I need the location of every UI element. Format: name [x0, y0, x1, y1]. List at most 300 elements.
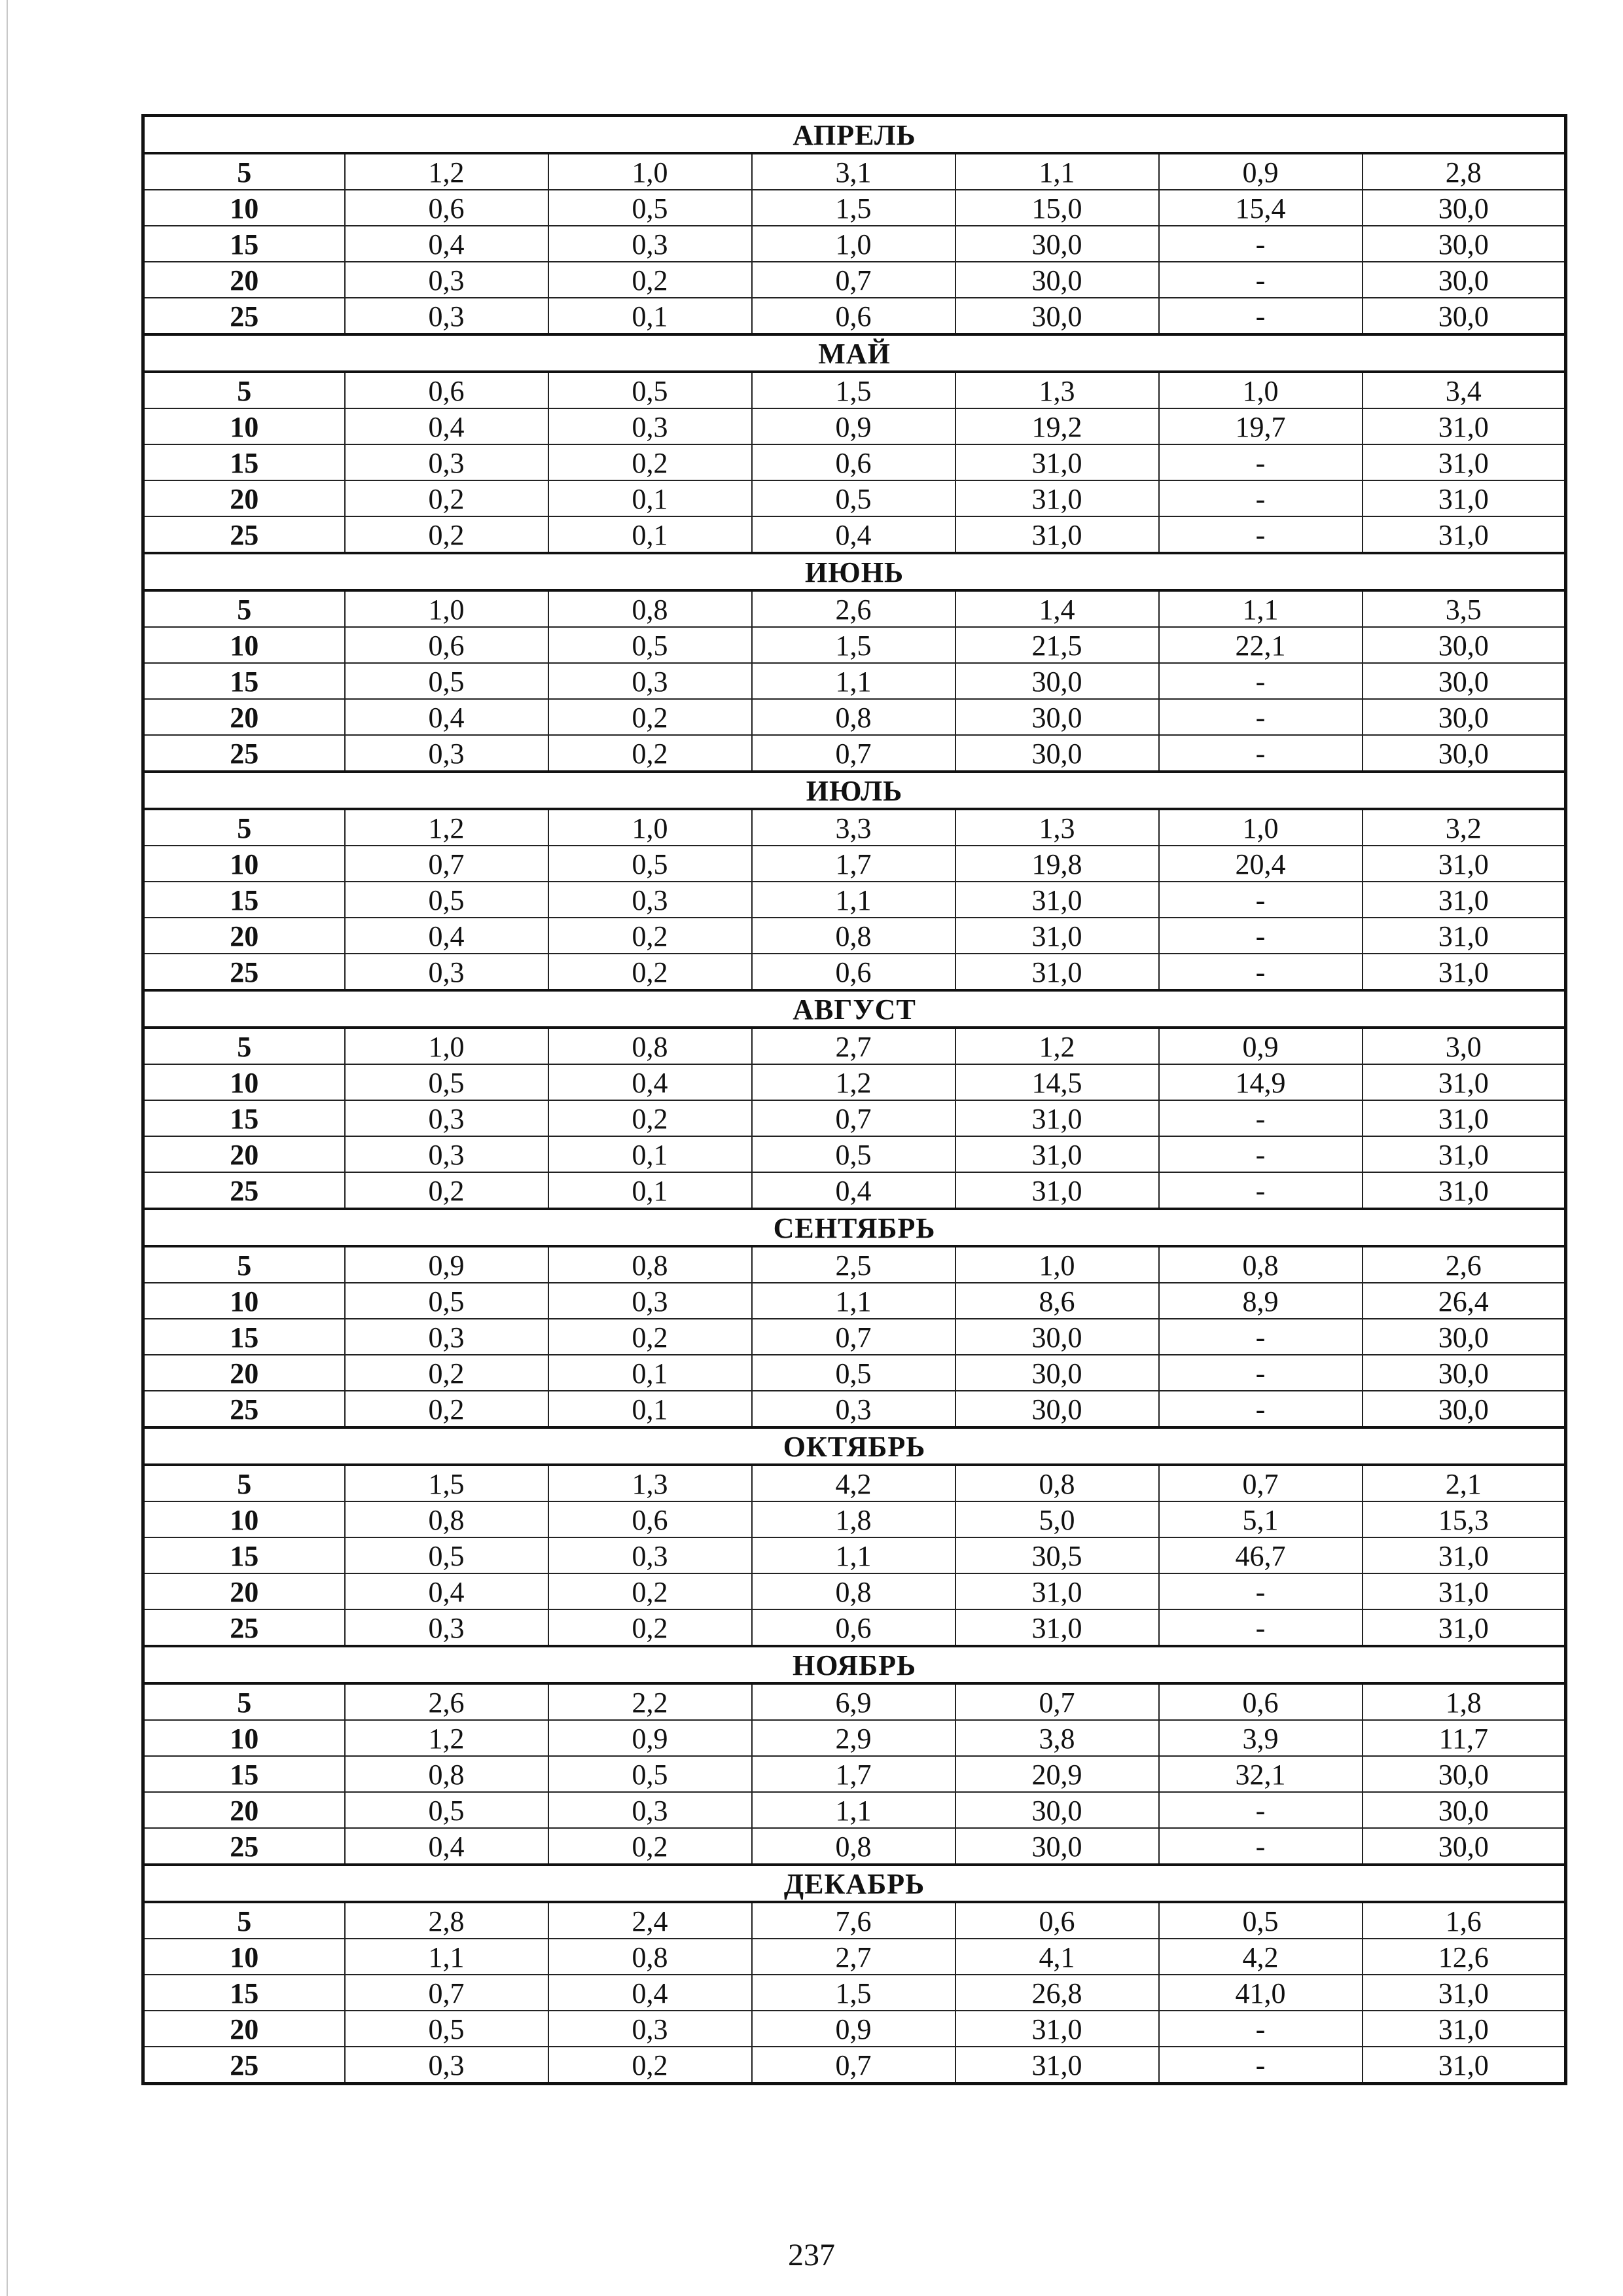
row-label-cell: 5 — [143, 153, 345, 190]
table-cell: 1,8 — [752, 1501, 955, 1537]
row-label-cell: 20 — [143, 2011, 345, 2047]
table-cell: 0,6 — [1159, 1683, 1363, 1720]
table-cell: - — [1159, 1100, 1363, 1136]
table-cell: 19,8 — [955, 846, 1159, 882]
table-cell: 0,7 — [955, 1683, 1159, 1720]
table-cell: 1,0 — [1159, 372, 1363, 408]
table-cell: 31,0 — [955, 1100, 1159, 1136]
table-cell: 0,8 — [1159, 1246, 1363, 1283]
table-cell: 30,0 — [1363, 627, 1566, 663]
table-cell: 15,3 — [1363, 1501, 1566, 1537]
table-cell: 2,1 — [1363, 1465, 1566, 1501]
table-row — [143, 735, 1566, 772]
row-label-cell: 10 — [143, 1501, 345, 1537]
table-cell: 0,2 — [548, 262, 752, 298]
table-row — [143, 1283, 1566, 1319]
table-cell: 0,5 — [548, 372, 752, 408]
table-cell: 1,1 — [752, 1283, 955, 1319]
table-cell: 0,7 — [752, 1319, 955, 1355]
page-number: 237 — [788, 2238, 835, 2272]
table-cell: 0,3 — [548, 1537, 752, 1573]
row-label-cell: 10 — [143, 1939, 345, 1975]
month-header-row — [143, 553, 1566, 590]
table-cell: 0,3 — [548, 1792, 752, 1828]
row-label-cell: 5 — [143, 372, 345, 408]
table-cell: 31,0 — [1363, 954, 1566, 990]
row-label-cell: 20 — [143, 1136, 345, 1172]
table-cell: 0,3 — [345, 954, 548, 990]
table-cell: 31,0 — [1363, 918, 1566, 954]
table-cell: 30,0 — [955, 262, 1159, 298]
table-cell: 0,6 — [955, 1902, 1159, 1939]
table-cell: 0,7 — [1159, 1465, 1363, 1501]
table-cell: 0,1 — [548, 516, 752, 553]
row-label-cell: 10 — [143, 1720, 345, 1756]
row-label-cell: 15 — [143, 663, 345, 699]
table-cell: 31,0 — [955, 1609, 1159, 1646]
table-cell: 1,1 — [752, 882, 955, 918]
table-row — [143, 2047, 1566, 2084]
table-cell: 2,7 — [752, 1939, 955, 1975]
table-cell: 2,5 — [752, 1246, 955, 1283]
table-cell: 0,2 — [345, 1355, 548, 1391]
table-cell: 31,0 — [1363, 1136, 1566, 1172]
table-cell: 31,0 — [1363, 1064, 1566, 1100]
table-cell: - — [1159, 1573, 1363, 1609]
table-cell: 1,0 — [548, 153, 752, 190]
month-header: АВГУСТ — [143, 990, 1566, 1028]
table-cell: 0,7 — [345, 846, 548, 882]
row-label-cell: 10 — [143, 1064, 345, 1100]
row-label-cell: 10 — [143, 1283, 345, 1319]
table-cell: 31,0 — [955, 1573, 1159, 1609]
row-label-cell: 25 — [143, 735, 345, 772]
table-cell: 30,0 — [955, 1828, 1159, 1865]
table-row — [143, 1756, 1566, 1792]
table-row — [143, 1391, 1566, 1427]
table-cell: 0,3 — [345, 735, 548, 772]
table-cell: 0,5 — [345, 882, 548, 918]
table-cell: 2,6 — [1363, 1246, 1566, 1283]
table-cell: 31,0 — [1363, 1573, 1566, 1609]
table-row — [143, 516, 1566, 553]
table-row — [143, 1064, 1566, 1100]
table-cell: 8,9 — [1159, 1283, 1363, 1319]
table-cell: 1,5 — [752, 1975, 955, 2011]
table-cell: 0,5 — [548, 846, 752, 882]
table-cell: 1,1 — [752, 1792, 955, 1828]
table-cell: 0,3 — [345, 262, 548, 298]
month-header-row — [143, 1427, 1566, 1465]
table-row — [143, 1465, 1566, 1501]
table-cell: - — [1159, 735, 1363, 772]
table-cell: 0,8 — [548, 590, 752, 627]
table-cell: 0,2 — [548, 699, 752, 735]
table-cell: 1,2 — [345, 809, 548, 846]
table-cell: 26,8 — [955, 1975, 1159, 2011]
table-cell: 1,0 — [345, 1028, 548, 1064]
table-cell: 0,2 — [548, 918, 752, 954]
table-cell: 31,0 — [955, 444, 1159, 480]
table-cell: 1,0 — [548, 809, 752, 846]
table-row — [143, 262, 1566, 298]
row-label-cell: 25 — [143, 1609, 345, 1646]
table-cell: 22,1 — [1159, 627, 1363, 663]
row-label-cell: 15 — [143, 1100, 345, 1136]
table-cell: 0,3 — [345, 1609, 548, 1646]
table-cell: - — [1159, 2047, 1363, 2084]
table-cell: 1,6 — [1363, 1902, 1566, 1939]
table-cell: 0,3 — [345, 1136, 548, 1172]
table-row — [143, 882, 1566, 918]
table-cell: 31,0 — [1363, 2047, 1566, 2084]
table-row — [143, 1319, 1566, 1355]
table-cell: 30,0 — [1363, 190, 1566, 226]
table-cell: 4,2 — [752, 1465, 955, 1501]
table-cell: 30,0 — [955, 663, 1159, 699]
table-cell: 15,4 — [1159, 190, 1363, 226]
table-cell: 1,5 — [752, 372, 955, 408]
table-cell: 30,5 — [955, 1537, 1159, 1573]
month-header: ИЮНЬ — [143, 553, 1566, 590]
table-cell: 3,2 — [1363, 809, 1566, 846]
table-cell: - — [1159, 918, 1363, 954]
table-cell: 0,2 — [548, 1828, 752, 1865]
month-header: МАЙ — [143, 334, 1566, 372]
table-cell: 0,6 — [345, 372, 548, 408]
table-cell: 1,5 — [752, 627, 955, 663]
row-label-cell: 15 — [143, 1537, 345, 1573]
table-cell: 2,6 — [752, 590, 955, 627]
table-cell: 31,0 — [1363, 480, 1566, 516]
table-row — [143, 1792, 1566, 1828]
row-label-cell: 10 — [143, 190, 345, 226]
table-cell: 1,0 — [1159, 809, 1363, 846]
table-cell: 1,2 — [955, 1028, 1159, 1064]
table-cell: - — [1159, 516, 1363, 553]
row-label-cell: 5 — [143, 809, 345, 846]
table-cell: 2,7 — [752, 1028, 955, 1064]
month-header-row — [143, 772, 1566, 809]
table-cell: - — [1159, 1792, 1363, 1828]
table-cell: 31,0 — [1363, 444, 1566, 480]
table-row — [143, 1573, 1566, 1609]
table-cell: 0,7 — [345, 1975, 548, 2011]
table-cell: 1,5 — [752, 190, 955, 226]
table-cell: 4,2 — [1159, 1939, 1363, 1975]
row-label-cell: 5 — [143, 590, 345, 627]
table-cell: 0,2 — [548, 735, 752, 772]
table-cell: 31,0 — [955, 954, 1159, 990]
table-cell: 1,1 — [955, 153, 1159, 190]
month-header-row — [143, 1865, 1566, 1902]
table-cell: 0,5 — [345, 1792, 548, 1828]
table-cell: 31,0 — [1363, 1609, 1566, 1646]
table-cell: 30,0 — [1363, 1756, 1566, 1792]
table-row — [143, 372, 1566, 408]
table-cell: 31,0 — [955, 516, 1159, 553]
table-cell: 0,1 — [548, 298, 752, 334]
row-label-cell: 25 — [143, 516, 345, 553]
month-header: НОЯБРЬ — [143, 1646, 1566, 1683]
table-cell: 0,3 — [548, 1283, 752, 1319]
row-label-cell: 15 — [143, 1756, 345, 1792]
table-cell: 0,5 — [1159, 1902, 1363, 1939]
table-row — [143, 408, 1566, 444]
table-cell: 0,8 — [752, 1573, 955, 1609]
table-cell: 31,0 — [1363, 1537, 1566, 1573]
month-header: ДЕКАБРЬ — [143, 1865, 1566, 1902]
table-cell: 0,9 — [752, 2011, 955, 2047]
table-cell: 0,8 — [345, 1501, 548, 1537]
month-header-row — [143, 116, 1566, 154]
row-label-cell: 15 — [143, 1975, 345, 2011]
table-cell: 12,6 — [1363, 1939, 1566, 1975]
table-cell: 0,4 — [548, 1975, 752, 2011]
table-cell: 0,5 — [345, 1283, 548, 1319]
table-cell: 0,5 — [752, 1355, 955, 1391]
month-header-row — [143, 990, 1566, 1028]
table-cell: 30,0 — [1363, 1391, 1566, 1427]
row-label-cell: 25 — [143, 298, 345, 334]
table-row — [143, 1720, 1566, 1756]
table-cell: 0,3 — [548, 663, 752, 699]
table-cell: 30,0 — [1363, 262, 1566, 298]
table-row — [143, 480, 1566, 516]
table-row — [143, 1355, 1566, 1391]
table-cell: 3,9 — [1159, 1720, 1363, 1756]
table-row — [143, 809, 1566, 846]
month-header-row — [143, 1646, 1566, 1683]
month-header: ОКТЯБРЬ — [143, 1427, 1566, 1465]
table-cell: 4,1 — [955, 1939, 1159, 1975]
table-cell: 1,7 — [752, 1756, 955, 1792]
table-row — [143, 1939, 1566, 1975]
table-row — [143, 1537, 1566, 1573]
row-label-cell: 25 — [143, 954, 345, 990]
table-cell: 31,0 — [955, 480, 1159, 516]
table-cell: - — [1159, 1319, 1363, 1355]
table-cell: - — [1159, 1391, 1363, 1427]
table-cell: 0,8 — [548, 1028, 752, 1064]
table-cell: 0,1 — [548, 1355, 752, 1391]
table-cell: 1,2 — [345, 153, 548, 190]
table-row — [143, 1609, 1566, 1646]
table-cell: 3,8 — [955, 1720, 1159, 1756]
table-cell: 0,5 — [345, 663, 548, 699]
table-cell: 7,6 — [752, 1902, 955, 1939]
table-cell: 0,3 — [345, 1100, 548, 1136]
table-row — [143, 1828, 1566, 1865]
table-cell: 0,3 — [752, 1391, 955, 1427]
table-cell: 0,6 — [752, 298, 955, 334]
table-row — [143, 1501, 1566, 1537]
table-row — [143, 1028, 1566, 1064]
table-cell: 0,1 — [548, 1391, 752, 1427]
table-cell: 14,9 — [1159, 1064, 1363, 1100]
table-cell: 31,0 — [955, 1172, 1159, 1209]
table-row — [143, 153, 1566, 190]
table-cell: 1,0 — [955, 1246, 1159, 1283]
table-cell: 0,5 — [752, 1136, 955, 1172]
table-cell: 30,0 — [955, 735, 1159, 772]
table-cell: 0,8 — [955, 1465, 1159, 1501]
table-cell: 1,2 — [345, 1720, 548, 1756]
table-cell: - — [1159, 298, 1363, 334]
table-cell: 0,4 — [345, 918, 548, 954]
table-cell: 3,1 — [752, 153, 955, 190]
row-label-cell: 5 — [143, 1465, 345, 1501]
table-cell: 26,4 — [1363, 1283, 1566, 1319]
table-cell: 20,4 — [1159, 846, 1363, 882]
table-row — [143, 1975, 1566, 2011]
scan-margin-line — [7, 0, 8, 2296]
table-row — [143, 1172, 1566, 1209]
table-cell: 32,1 — [1159, 1756, 1363, 1792]
table-cell: 30,0 — [1363, 735, 1566, 772]
table-row — [143, 590, 1566, 627]
table-cell: 31,0 — [955, 2047, 1159, 2084]
table-cell: 21,5 — [955, 627, 1159, 663]
table-cell: 0,8 — [548, 1246, 752, 1283]
table-cell: 0,5 — [345, 1064, 548, 1100]
table-cell: 0,6 — [345, 627, 548, 663]
table-cell: 0,2 — [345, 480, 548, 516]
table-cell: 0,9 — [548, 1720, 752, 1756]
table-cell: 30,0 — [955, 1355, 1159, 1391]
table-cell: - — [1159, 882, 1363, 918]
table-cell: 0,6 — [752, 954, 955, 990]
table-cell: 5,0 — [955, 1501, 1159, 1537]
table-cell: 0,2 — [548, 1100, 752, 1136]
table-cell: - — [1159, 663, 1363, 699]
table-cell: 0,5 — [548, 627, 752, 663]
table-cell: 3,0 — [1363, 1028, 1566, 1064]
table-row — [143, 1100, 1566, 1136]
table-cell: 0,3 — [548, 408, 752, 444]
table-cell: 31,0 — [955, 882, 1159, 918]
table-cell: - — [1159, 1828, 1363, 1865]
table-cell: 1,0 — [345, 590, 548, 627]
row-label-cell: 15 — [143, 882, 345, 918]
table-cell: 31,0 — [1363, 1100, 1566, 1136]
table-cell: 2,9 — [752, 1720, 955, 1756]
table-cell: 30,0 — [1363, 1828, 1566, 1865]
row-label-cell: 15 — [143, 226, 345, 262]
table-cell: 8,6 — [955, 1283, 1159, 1319]
table-cell: - — [1159, 954, 1363, 990]
table-cell: 0,3 — [345, 444, 548, 480]
table-cell: 30,0 — [1363, 298, 1566, 334]
table-cell: 15,0 — [955, 190, 1159, 226]
table-cell: 0,4 — [345, 699, 548, 735]
table-cell: - — [1159, 480, 1363, 516]
table-cell: 31,0 — [1363, 846, 1566, 882]
table-cell: 0,6 — [548, 1501, 752, 1537]
table-cell: 1,7 — [752, 846, 955, 882]
table-cell: 2,6 — [345, 1683, 548, 1720]
table-cell: 1,0 — [752, 226, 955, 262]
table-cell: 0,1 — [548, 480, 752, 516]
month-header: АПРЕЛЬ — [143, 116, 1566, 154]
table-cell: 11,7 — [1363, 1720, 1566, 1756]
table-cell: 19,2 — [955, 408, 1159, 444]
table-cell: 0,5 — [548, 1756, 752, 1792]
table-cell: 0,4 — [345, 226, 548, 262]
table-cell: 0,8 — [345, 1756, 548, 1792]
table-cell: 1,2 — [752, 1064, 955, 1100]
table-cell: 0,4 — [752, 516, 955, 553]
table-cell: 0,2 — [345, 516, 548, 553]
row-label-cell: 10 — [143, 408, 345, 444]
table-cell: 0,8 — [752, 699, 955, 735]
table-cell: 30,0 — [955, 1391, 1159, 1427]
table-cell: 0,1 — [548, 1136, 752, 1172]
table-row — [143, 298, 1566, 334]
table-cell: 20,9 — [955, 1756, 1159, 1792]
row-label-cell: 20 — [143, 480, 345, 516]
table-cell: 31,0 — [1363, 2011, 1566, 2047]
table-cell: 30,0 — [1363, 1355, 1566, 1391]
table-cell: 31,0 — [955, 1136, 1159, 1172]
month-header-row — [143, 334, 1566, 372]
table-cell: 1,4 — [955, 590, 1159, 627]
table-cell: 19,7 — [1159, 408, 1363, 444]
table-cell: 0,8 — [752, 918, 955, 954]
table-row — [143, 226, 1566, 262]
table-cell: 0,2 — [345, 1172, 548, 1209]
table-cell: 30,0 — [955, 226, 1159, 262]
table-cell: 2,4 — [548, 1902, 752, 1939]
table-cell: - — [1159, 1172, 1363, 1209]
row-label-cell: 20 — [143, 918, 345, 954]
table-cell: 1,1 — [1159, 590, 1363, 627]
table-cell: 0,4 — [345, 408, 548, 444]
table-cell: 5,1 — [1159, 1501, 1363, 1537]
table-cell: 0,8 — [752, 1828, 955, 1865]
row-label-cell: 25 — [143, 1391, 345, 1427]
table-cell: - — [1159, 1609, 1363, 1646]
table-cell: 2,8 — [1363, 153, 1566, 190]
table-cell: 31,0 — [1363, 516, 1566, 553]
table-cell: 30,0 — [1363, 699, 1566, 735]
table-cell: 30,0 — [955, 1792, 1159, 1828]
row-label-cell: 20 — [143, 262, 345, 298]
table-cell: 30,0 — [955, 1319, 1159, 1355]
table-cell: 3,4 — [1363, 372, 1566, 408]
month-header: ИЮЛЬ — [143, 772, 1566, 809]
table-cell: 0,5 — [345, 2011, 548, 2047]
row-label-cell: 20 — [143, 1792, 345, 1828]
table-cell: 0,3 — [345, 1319, 548, 1355]
row-label-cell: 5 — [143, 1683, 345, 1720]
table-cell: 1,3 — [955, 809, 1159, 846]
table-cell: 0,3 — [548, 2011, 752, 2047]
row-label-cell: 20 — [143, 699, 345, 735]
table-row — [143, 1902, 1566, 1939]
table-cell: 0,9 — [752, 408, 955, 444]
table-cell: 0,5 — [548, 190, 752, 226]
table-cell: 1,1 — [752, 1537, 955, 1573]
table-cell: - — [1159, 1355, 1363, 1391]
table-cell: 30,0 — [1363, 1792, 1566, 1828]
table-cell: 30,0 — [955, 699, 1159, 735]
table-cell: 1,8 — [1363, 1683, 1566, 1720]
table-row — [143, 2011, 1566, 2047]
table-row — [143, 1683, 1566, 1720]
row-label-cell: 10 — [143, 846, 345, 882]
row-label-cell: 5 — [143, 1902, 345, 1939]
